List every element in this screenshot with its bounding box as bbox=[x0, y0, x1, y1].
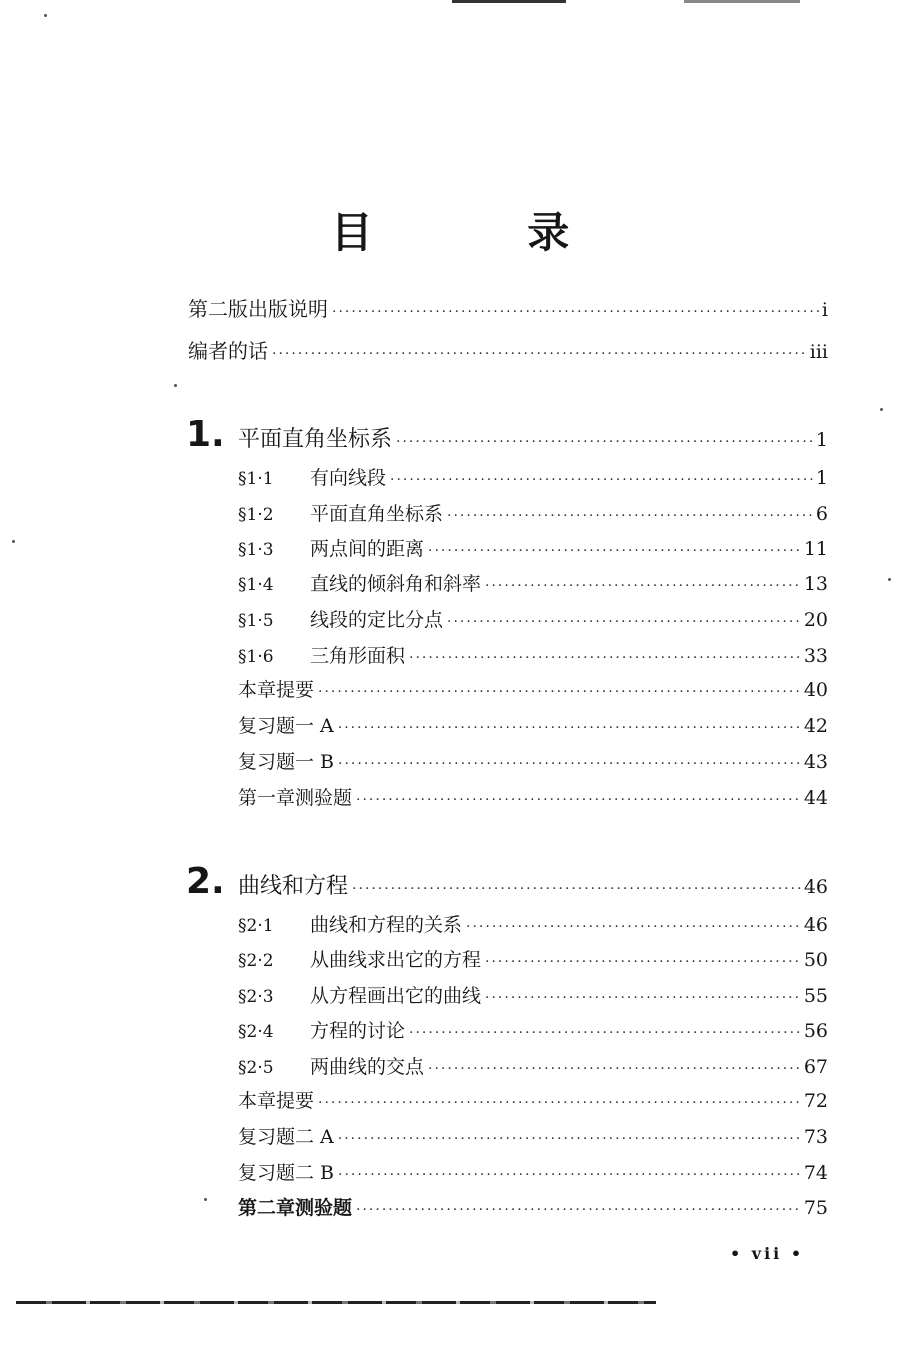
entry-page: 55 bbox=[803, 985, 828, 1007]
section-code: §2·1 bbox=[238, 916, 274, 936]
section-code: §1·4 bbox=[238, 575, 274, 595]
section-title: 有向线段 bbox=[310, 467, 387, 489]
leader-dots bbox=[485, 983, 802, 1013]
toc-extra[interactable] bbox=[238, 783, 828, 813]
leader-dots bbox=[466, 912, 802, 942]
toc-chapter-1[interactable] bbox=[186, 414, 828, 455]
toc-section[interactable] bbox=[238, 463, 828, 493]
chapter-number: 1. bbox=[186, 414, 225, 455]
section-code: §2·3 bbox=[238, 987, 274, 1007]
section-title: 三角形面积 bbox=[310, 645, 406, 667]
entry-page: 73 bbox=[803, 1126, 828, 1148]
entry-label: 第二版出版说明 bbox=[188, 297, 328, 321]
top-edge-mark bbox=[452, 0, 566, 3]
entry-page: 56 bbox=[803, 1020, 828, 1042]
entry-page: 11 bbox=[803, 538, 828, 560]
entry-page: 67 bbox=[803, 1056, 828, 1078]
entry-page: 1 bbox=[815, 467, 828, 489]
leader-dots bbox=[356, 785, 802, 815]
section-code: §2·2 bbox=[238, 951, 274, 971]
entry-page: 1 bbox=[815, 429, 828, 451]
extra-title: 复习题二 A bbox=[238, 1126, 334, 1148]
leader-dots bbox=[352, 874, 802, 904]
extra-title: 本章提要 bbox=[238, 679, 315, 701]
extra-title: 复习题一 A bbox=[238, 715, 334, 737]
leader-dots bbox=[409, 1018, 802, 1048]
toc-section[interactable] bbox=[238, 1016, 828, 1046]
toc-extra[interactable] bbox=[238, 747, 828, 777]
toc-section[interactable] bbox=[238, 605, 828, 635]
section-code: §1·6 bbox=[238, 647, 274, 667]
chapter-number: 2. bbox=[186, 861, 225, 902]
section-title: 两曲线的交点 bbox=[310, 1056, 425, 1078]
entry-page: 72 bbox=[803, 1090, 828, 1112]
extra-title: 复习题二 B bbox=[238, 1162, 335, 1184]
toc-section[interactable] bbox=[238, 910, 828, 940]
scan-speck bbox=[880, 408, 883, 411]
leader-dots bbox=[356, 1195, 802, 1225]
scan-speck bbox=[12, 540, 15, 543]
section-code: §2·5 bbox=[238, 1058, 274, 1078]
section-title: 从曲线求出它的方程 bbox=[310, 949, 482, 971]
entry-page: i bbox=[821, 299, 828, 321]
entry-page: 74 bbox=[803, 1162, 828, 1184]
leader-dots bbox=[332, 297, 820, 327]
toc-section[interactable] bbox=[238, 641, 828, 671]
section-code: §1·3 bbox=[238, 540, 274, 560]
entry-page: 50 bbox=[803, 949, 828, 971]
scan-speck bbox=[44, 14, 47, 17]
toc-extra[interactable] bbox=[238, 1158, 828, 1188]
extra-title: 本章提要 bbox=[238, 1090, 315, 1112]
entry-page: 20 bbox=[803, 609, 828, 631]
entry-page: 46 bbox=[803, 876, 828, 898]
entry-page: 6 bbox=[815, 503, 828, 525]
entry-label: 编者的话 bbox=[188, 339, 268, 363]
leader-dots bbox=[318, 677, 802, 707]
toc-section[interactable] bbox=[238, 499, 828, 529]
section-title: 平面直角坐标系 bbox=[310, 503, 444, 525]
entry-page: 43 bbox=[803, 751, 828, 773]
leader-dots bbox=[338, 713, 802, 743]
entry-page: 44 bbox=[803, 787, 828, 809]
entry-page: 46 bbox=[803, 914, 828, 936]
toc-extra[interactable] bbox=[238, 1086, 828, 1116]
toc-section[interactable] bbox=[238, 981, 828, 1011]
extra-title: 第一章测验题 bbox=[238, 787, 353, 809]
toc-section[interactable] bbox=[238, 1052, 828, 1082]
leader-dots bbox=[485, 947, 802, 977]
page-folio: • vii • bbox=[730, 1244, 805, 1263]
leader-dots bbox=[428, 1054, 802, 1084]
entry-page: 13 bbox=[803, 573, 828, 595]
leader-dots bbox=[409, 643, 802, 673]
toc-extra[interactable] bbox=[238, 1193, 828, 1223]
chapter-title: 平面直角坐标系 bbox=[238, 427, 393, 452]
section-code: §1·5 bbox=[238, 611, 274, 631]
toc-extra[interactable] bbox=[238, 1122, 828, 1152]
section-title: 从方程画出它的曲线 bbox=[310, 985, 482, 1007]
leader-dots bbox=[396, 427, 814, 457]
scan-edge-line bbox=[16, 1301, 656, 1304]
toc-section[interactable] bbox=[238, 534, 828, 564]
scan-speck bbox=[174, 384, 177, 387]
entry-page: 33 bbox=[803, 645, 828, 667]
toc-entry-front-preface[interactable] bbox=[188, 294, 828, 324]
section-title: 方程的讨论 bbox=[310, 1020, 406, 1042]
entry-page: iii bbox=[809, 341, 828, 363]
extra-title: 复习题一 B bbox=[238, 751, 335, 773]
entry-page: 40 bbox=[803, 679, 828, 701]
toc-chapter-2[interactable] bbox=[186, 861, 828, 902]
leader-dots bbox=[338, 1124, 802, 1154]
scan-speck bbox=[204, 1198, 207, 1201]
entry-page: 75 bbox=[803, 1197, 828, 1219]
toc-extra[interactable] bbox=[238, 675, 828, 705]
leader-dots bbox=[485, 571, 802, 601]
leader-dots bbox=[447, 607, 802, 637]
section-title: 线段的定比分点 bbox=[310, 609, 444, 631]
leader-dots bbox=[318, 1088, 802, 1118]
leader-dots bbox=[338, 749, 802, 779]
toc-extra[interactable] bbox=[238, 711, 828, 741]
toc-section[interactable] bbox=[238, 945, 828, 975]
top-edge-mark bbox=[684, 0, 800, 3]
leader-dots bbox=[447, 501, 814, 531]
leader-dots bbox=[272, 339, 808, 369]
extra-title: 第二章测验题 bbox=[238, 1197, 353, 1219]
scan-speck bbox=[888, 578, 891, 581]
section-code: §1·2 bbox=[238, 505, 274, 525]
section-title: 曲线和方程的关系 bbox=[310, 914, 463, 936]
section-title: 直线的倾斜角和斜率 bbox=[310, 573, 482, 595]
page-title: 目 录 bbox=[330, 208, 640, 257]
chapter-title: 曲线和方程 bbox=[238, 874, 349, 899]
section-code: §2·4 bbox=[238, 1022, 274, 1042]
leader-dots bbox=[338, 1160, 802, 1190]
toc-section[interactable] bbox=[238, 569, 828, 599]
leader-dots bbox=[428, 536, 802, 566]
entry-page: 42 bbox=[803, 715, 828, 737]
leader-dots bbox=[390, 465, 814, 495]
section-code: §1·1 bbox=[238, 469, 274, 489]
section-title: 两点间的距离 bbox=[310, 538, 425, 560]
toc-entry-front-editor[interactable] bbox=[188, 336, 828, 366]
